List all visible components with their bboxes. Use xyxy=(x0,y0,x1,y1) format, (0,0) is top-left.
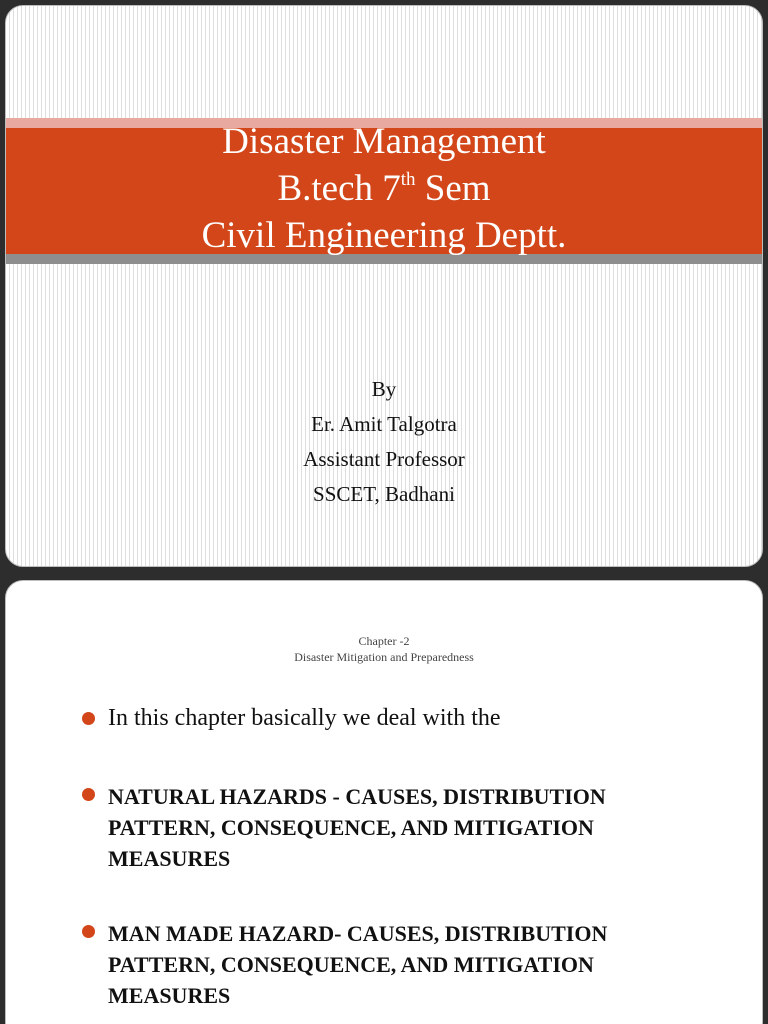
title-line-1: Disaster Management xyxy=(222,121,546,162)
bullet-dot-icon xyxy=(82,712,95,725)
title-line-2-superscript: th xyxy=(400,169,416,190)
slide-title xyxy=(6,118,762,259)
bullet-text: MAN MADE HAZARD- CAUSES, DISTRIBUTION PATTERN, CONSEQUENCE, AND MITIGATION MEASURES xyxy=(108,921,608,1008)
title-line-3: Civil Engineering Deptt. xyxy=(201,215,567,256)
chapter-heading xyxy=(6,633,762,665)
bullet-dot-icon xyxy=(82,925,95,938)
chapter-title: Disaster Mitigation and Preparedness xyxy=(294,650,474,664)
bullet-item xyxy=(82,703,702,733)
title-slide xyxy=(5,5,763,567)
chapter-number: Chapter -2 xyxy=(358,634,410,648)
title-line-2-suffix: Sem xyxy=(415,168,491,209)
author-name: Er. Amit Talgotra xyxy=(311,412,457,436)
content-slide xyxy=(5,580,763,1024)
author-role: Assistant Professor xyxy=(303,447,465,471)
title-line-2-prefix: B.tech 7 xyxy=(277,168,401,209)
bullet-dot-icon xyxy=(82,788,95,801)
author-institution: SSCET, Badhani xyxy=(313,482,455,506)
bullet-item xyxy=(82,781,702,874)
bullet-text: NATURAL HAZARDS - CAUSES, DISTRIBUTION PATTERN, CONSEQUENCE, AND MITIGATION MEASURES xyxy=(108,784,606,871)
title-line-2 xyxy=(6,165,762,212)
bullet-item xyxy=(82,918,702,1011)
bullet-text: In this chapter basically we deal with the xyxy=(108,705,501,731)
author-byline xyxy=(6,372,762,512)
byline-by: By xyxy=(371,377,397,401)
